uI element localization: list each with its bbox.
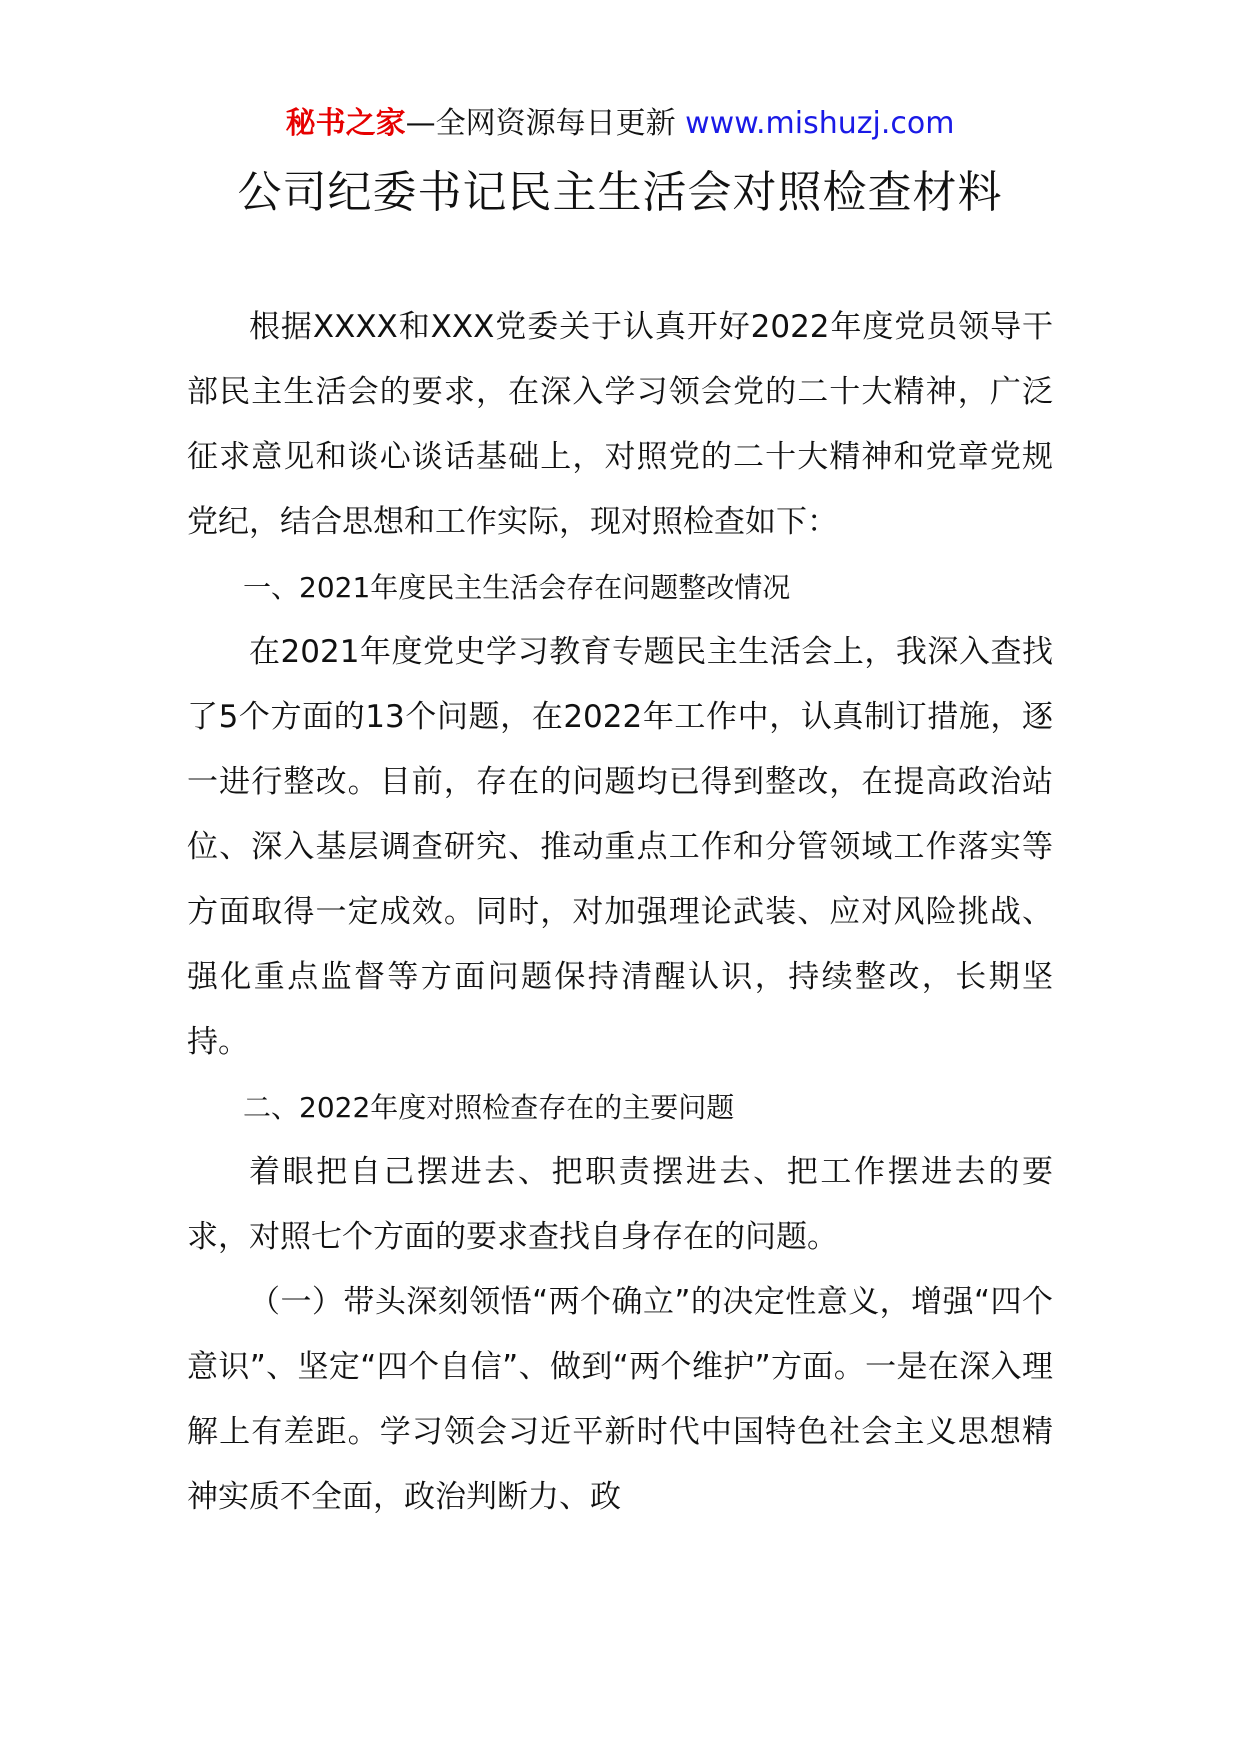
brand-name: 秘书之家 — [285, 106, 406, 141]
section-2-item-1-paragraph: （一）带头深刻领悟“两个确立”的决定性意义，增强“四个意识”、坚定“四个自信”、做到“两个维护”方面。一是在深入理解上有差距。学习领会习近平新时代中国特色社会主义思想精神实质不全面，政治判断力、政 — [187, 1284, 1053, 1515]
section-2-intro-paragraph: 着眼把自己摆进去、把职责摆进去、把工作摆进去的要求，对照七个方面的要求查找自身存在的问题。 — [187, 1154, 1053, 1255]
section-heading-2: 二、2022年度对照检查存在的主要问题 — [243, 1091, 735, 1124]
page-header — [0, 104, 1240, 144]
document-body — [187, 295, 1053, 1530]
intro-paragraph: 根据XXXX和XXX党委关于认真开好2022年度党员领导干部民主生活会的要求，在深入学习领会党的二十大精神，广泛征求意见和谈心谈话基础上，对照党的二十大精神和党章党规党纪，结合思想和工作实际，现对照检查如下： — [187, 309, 1053, 540]
document-title: 公司纪委书记民主生活会对照检查材料 — [237, 167, 1003, 218]
section-heading-1: 一、2021年度民主生活会存在问题整改情况 — [243, 571, 791, 604]
site-url-link[interactable]: www.mishuzj.com — [685, 106, 955, 141]
header-tagline: —全网资源每日更新 — [405, 106, 686, 141]
section-1-paragraph: 在2021年度党史学习教育专题民主生活会上，我深入查找了5个方面的13个问题，在2022年工作中，认真制订措施，逐一进行整改。目前，存在的问题均已得到整改，在提高政治站位、深入基层调查研究、推动重点工作和分管领域工作落实等方面取得一定成效。同时，对加强理论武装、应对风险挑战、强化重点监督等方面问题保持清醒认识，持续整改，长期坚持。 — [187, 634, 1053, 1060]
